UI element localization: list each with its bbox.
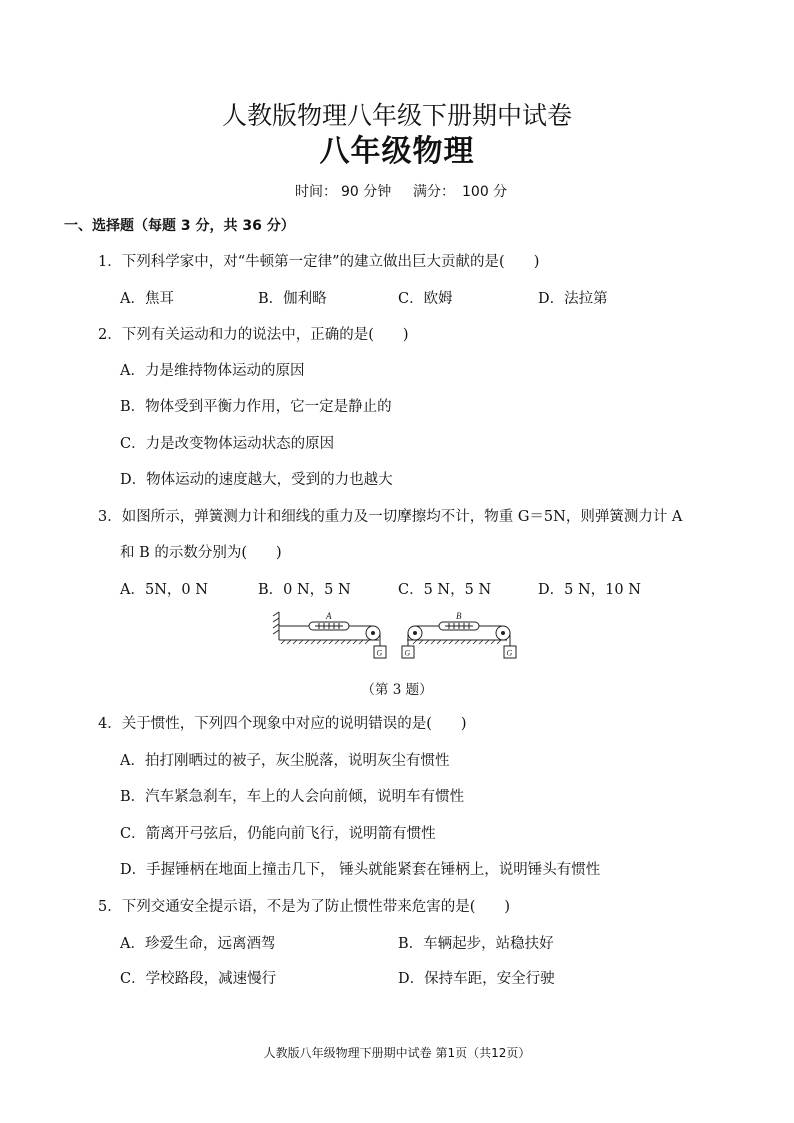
question-5-stem: 5．下列交通安全提示语，不是为了防止惯性带来危害的是( ): [98, 899, 511, 915]
q2-option-b: B．物体受到平衡力作用，它一定是静止的: [120, 399, 392, 415]
q5-option-a: A．珍爱生命，远离酒驾: [120, 936, 276, 952]
score-label: 满分：: [413, 184, 455, 200]
section-heading: 一、选择题（每题 3 分，共 36 分）: [64, 218, 295, 234]
q4-option-a: A．拍打刚晒过的被子，灰尘脱落，说明灰尘有惯性: [120, 753, 450, 769]
question-1-stem: 1．下列科学家中，对“牛顿第一定律”的建立做出巨大贡献的是( ): [98, 254, 540, 270]
figure-caption: （第 3 题）: [361, 682, 433, 698]
q3-option-d: D．5 N，10 N: [538, 582, 641, 598]
q5-option-c: C．学校路段，减速慢行: [120, 971, 277, 987]
q3-option-b: B．0 N，5 N: [258, 582, 351, 598]
q1-option-c: C．欧姆: [398, 291, 453, 307]
question-3-stem-cont: 和 B 的示数分别为( ): [120, 545, 282, 561]
q5-option-b: B．车辆起步，站稳扶好: [398, 936, 554, 952]
score-value: 100 分: [462, 184, 508, 200]
question-3-stem: 3．如图所示，弹簧测力计和细线的重力及一切摩擦均不计，物重 G＝5N，则弹簧测力计 A: [98, 509, 683, 525]
question-2-stem: 2．下列有关运动和力的说法中，正确的是( ): [98, 327, 409, 343]
label-b: B: [456, 611, 462, 621]
page-footer: 人教版八年级物理下册期中试卷 第1页（共12页）: [263, 1046, 531, 1060]
time-label: 时间：: [295, 184, 337, 200]
label-a: A: [326, 611, 332, 621]
q1-option-d: D．法拉第: [538, 291, 608, 307]
q3-option-a: A．5N，0 N: [120, 582, 208, 598]
exam-title: 人教版物理八年级下册期中试卷: [221, 101, 572, 130]
label-g-right-2: G: [506, 648, 513, 658]
question-4-stem: 4．关于惯性，下列四个现象中对应的说明错误的是( ): [98, 716, 467, 732]
q2-option-c: C．力是改变物体运动状态的原因: [120, 436, 335, 452]
q4-option-d: D．手握锤柄在地面上撞击几下， 锤头就能紧套在锤柄上，说明锤头有惯性: [120, 862, 601, 878]
q2-option-d: D．物体运动的速度越大，受到的力也越大: [120, 472, 393, 488]
exam-subtitle: 八年级物理: [319, 134, 475, 169]
q4-option-b: B．汽车紧急刹车，车上的人会向前倾，说明车有惯性: [120, 789, 465, 805]
q5-option-d: D．保持车距，安全行驶: [398, 971, 555, 987]
q4-option-c: C．箭离开弓弦后，仍能向前飞行，说明箭有惯性: [120, 826, 436, 842]
q1-option-b: B．伽利略: [258, 291, 327, 307]
time-value: 90 分钟: [341, 184, 392, 200]
q2-option-a: A．力是维持物体运动的原因: [120, 363, 305, 379]
label-g-left: G: [376, 648, 383, 658]
spring-scale-figure: [267, 608, 519, 662]
right-diagram: [402, 622, 516, 658]
q1-option-a: A．焦耳: [120, 291, 174, 307]
q3-option-c: C．5 N，5 N: [398, 582, 492, 598]
label-g-right-1: G: [404, 648, 411, 658]
